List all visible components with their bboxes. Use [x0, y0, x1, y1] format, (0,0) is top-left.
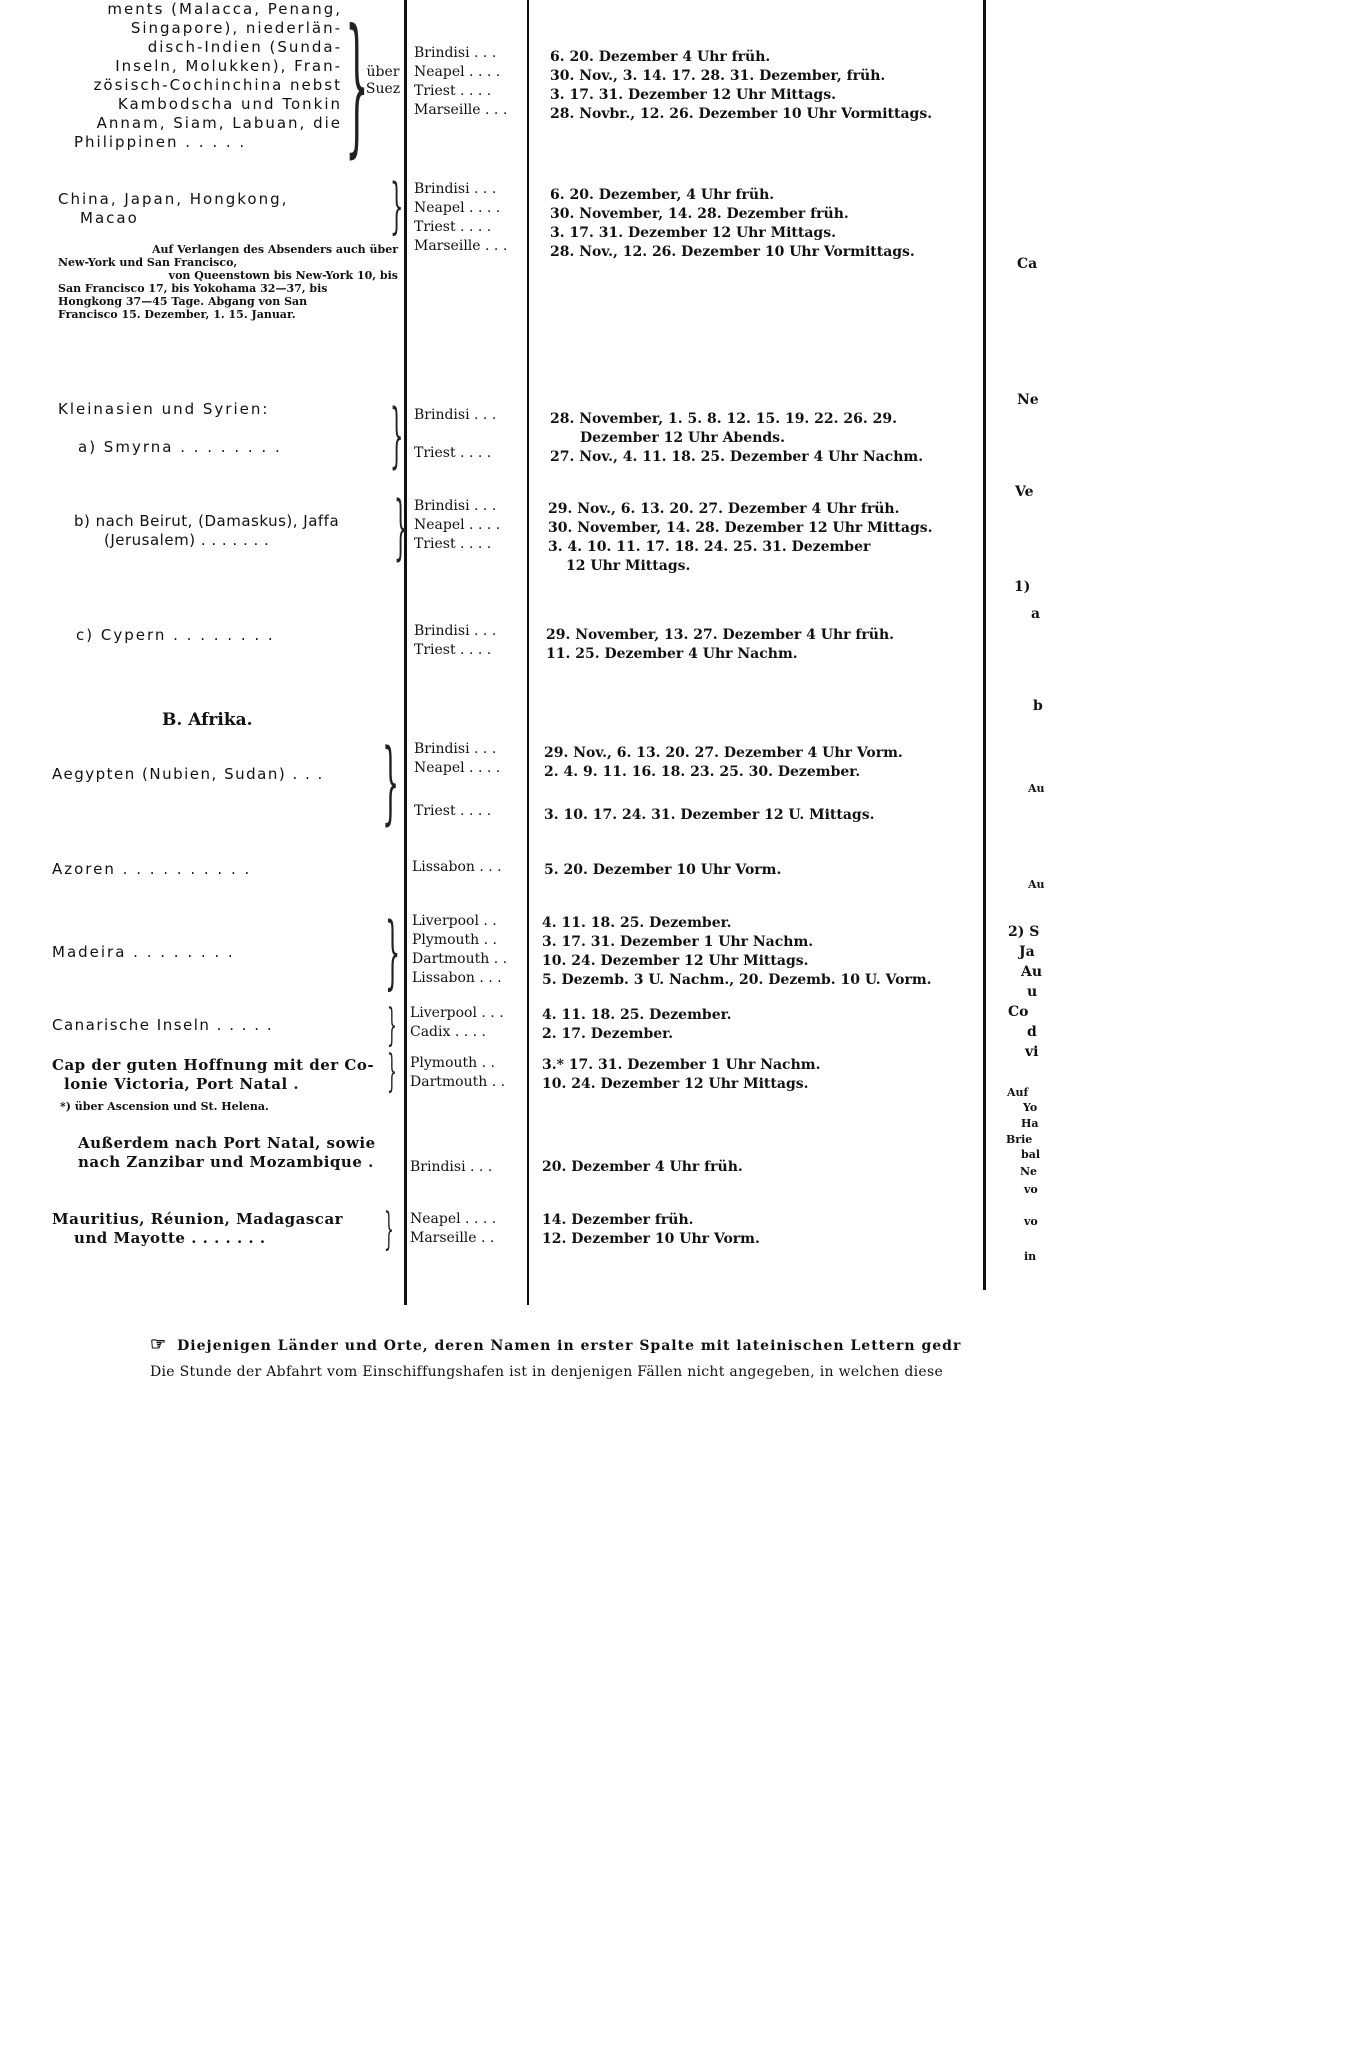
ports-madeira: Liverpool . . Plymouth . . Dartmouth . . Lissabon . . . [412, 913, 508, 986]
edge-text-2: Ve [1015, 484, 1034, 500]
dates-china: 6. 20. Dezember, 4 Uhr früh. 30. November, 14. 28. Dezember früh. 3. 17. 31. Dezember 12 Uhr Mittags. 28. Nov., 12. 26. Dezember 10 Uhr Vormittags. [550, 187, 915, 260]
edge-text-16: Yo [1023, 1101, 1038, 1114]
brace-cape: } [387, 1046, 397, 1097]
edge-text-1: Ne [1017, 392, 1039, 408]
date-azores: 5. 20. Dezember 10 Uhr Vorm. [544, 862, 782, 878]
column-rule-right [983, 0, 986, 1290]
heading-africa: B. Afrika. [162, 710, 253, 730]
dest-cyprus: c) Cypern . . . . . . . . [76, 626, 275, 644]
edge-text-14: vi [1025, 1044, 1039, 1060]
brace-southeast: } [345, 0, 369, 172]
edge-text-23: in [1024, 1250, 1037, 1263]
edge-text-10: Au [1021, 964, 1043, 980]
dest-mauritius: Mauritius, Réunion, Madagascar und Mayotte . . . . . . . [52, 1210, 344, 1247]
dest-southeast-asia: ments (Malacca, Penang, Singapore), niederlän- disch-Indien (Sunda- Inseln, Molukken), Fran- zösisch-Cochinchina nebst Kambodscha und Tonkin Annam, Siam, Labuan, die Philippinen . . . . . [74, 0, 342, 151]
brace-mauritius: } [384, 1204, 394, 1255]
edge-text-11: u [1027, 984, 1038, 1000]
dest-china: China, Japan, Hongkong, Macao [58, 190, 289, 227]
edge-text-9: Ja [1019, 944, 1035, 960]
edge-text-4: a [1031, 606, 1041, 622]
edge-text-8: 2) S [1008, 924, 1040, 940]
dest-beirut: b) nach Beirut, (Damaskus), Jaffa (Jerusalem) . . . . . . . [74, 512, 340, 549]
footer-line-2: Die Stunde der Abfahrt vom Einschiffungshafen ist in denjenigen Fällen nicht angegeben, in welchen diese [150, 1364, 944, 1380]
port-natal: Brindisi . . . [410, 1159, 493, 1175]
edge-text-0: Ca [1017, 256, 1038, 272]
dates-cyprus: 29. November, 13. 27. Dezember 4 Uhr früh. 11. 25. Dezember 4 Uhr Nachm. [546, 627, 895, 662]
edge-text-15: Auf [1007, 1086, 1029, 1099]
pointing-hand-icon: ☞ [150, 1334, 168, 1355]
ports-smyrna: Brindisi . . . Triest . . . . [414, 407, 497, 461]
brace-madeira: } [385, 905, 401, 998]
edge-text-17: Ha [1021, 1117, 1039, 1130]
dates-southeast: 6. 20. Dezember 4 Uhr früh. 30. Nov., 3. 14. 17. 28. 31. Dezember, früh. 3. 17. 31. Dezember 12 Uhr Mittags. 28. Novbr., 12. 26. Dezember 10 Uhr Vormittags. [550, 49, 933, 122]
dates-egypt: 29. Nov., 6. 13. 20. 27. Dezember 4 Uhr Vorm. 2. 4. 9. 11. 16. 18. 23. 25. 30. Dezember. 3. 10. 17. 24. 31. Dezember 12 U. Mittags. [544, 745, 903, 823]
dates-cape: 3.* 17. 31. Dezember 1 Uhr Nachm. 10. 24. Dezember 12 Uhr Mittags. [542, 1057, 821, 1092]
via-suez: über Suez [365, 64, 401, 97]
dest-smyrna: a) Smyrna . . . . . . . . [78, 438, 282, 456]
dates-mauritius: 14. Dezember früh. 12. Dezember 10 Uhr Vorm. [542, 1212, 760, 1247]
port-azores: Lissabon . . . [412, 859, 502, 875]
dates-beirut: 29. Nov., 6. 13. 20. 27. Dezember 4 Uhr früh. 30. November, 14. 28. Dezember 12 Uhr Mittags. 3. 4. 10. 11. 17. 18. 24. 25. 31. Dezember 12 Uhr Mittags. [548, 501, 933, 574]
ports-cape: Plymouth . . Dartmouth . . [410, 1055, 506, 1090]
dest-azores: Azoren . . . . . . . . . . [52, 860, 252, 878]
ports-china: Brindisi . . . Neapel . . . . Triest . . . . Marseille . . . [414, 181, 508, 254]
brace-china: } [390, 171, 404, 241]
ports-mauritius: Neapel . . . . Marseille . . [410, 1211, 497, 1246]
ports-canaries: Liverpool . . . Cadix . . . . [410, 1005, 504, 1040]
edge-text-5: b [1033, 698, 1043, 714]
edge-text-21: vo [1024, 1183, 1038, 1196]
edge-text-3: 1) [1014, 579, 1031, 595]
edge-text-22: vo [1024, 1215, 1038, 1228]
ports-southeast: Brindisi . . . Neapel . . . . Triest . . . . Marseille . . . [414, 45, 508, 118]
edge-text-7: Au [1028, 878, 1045, 891]
edge-text-6: Au [1028, 782, 1045, 795]
brace-egypt: } [382, 730, 400, 835]
dest-cape: Cap der guten Hoffnung mit der Co- lonie Victoria, Port Natal . [52, 1056, 375, 1093]
edge-text-18: Brie [1006, 1133, 1033, 1146]
brace-smyrna: } [390, 394, 404, 476]
edge-text-20: Ne [1020, 1165, 1038, 1178]
ports-beirut: Brindisi . . . Neapel . . . . Triest . . . . [414, 498, 501, 552]
edge-text-12: Co [1008, 1004, 1029, 1020]
note-cape: *) über Ascension und St. Helena. [60, 1100, 269, 1113]
dates-madeira: 4. 11. 18. 25. Dezember. 3. 17. 31. Dezember 1 Uhr Nachm. 10. 24. Dezember 12 Uhr Mittags. 5. Dezemb. 3 U. Nachm., 20. Dezemb. 10 U. Vorm. [542, 915, 932, 988]
column-rule-middle [527, 0, 529, 1305]
edge-text-13: d [1027, 1024, 1037, 1040]
dest-egypt: Aegypten (Nubien, Sudan) . . . [52, 765, 324, 783]
dates-canaries: 4. 11. 18. 25. Dezember. 2. 17. Dezember. [542, 1007, 732, 1042]
title-asia-minor: Kleinasien und Syrien: [58, 400, 270, 418]
dest-canaries: Canarische Inseln . . . . . [52, 1016, 274, 1034]
note-china: Auf Verlangen des Absenders auch über New-York und San Francisco, von Queenstown bis New-York 10, bis San Francisco 17, bis Yokohama 32—37, bis Hongkong 37—45 Tage. Abgang von San Francisco 15. Dezember, 1. 15. Januar. [58, 243, 398, 321]
dest-natal: Außerdem nach Port Natal, sowie nach Zanzibar und Mozambique . [78, 1134, 376, 1171]
footer-line-1: ☞ Diejenigen Länder und Orte, deren Namen in erster Spalte mit lateinischen Lettern gedr [150, 1334, 962, 1355]
ports-egypt: Brindisi . . . Neapel . . . . Triest . . . . [414, 741, 501, 819]
brace-canaries: } [387, 1000, 397, 1051]
date-natal: 20. Dezember 4 Uhr früh. [542, 1159, 743, 1175]
dest-madeira: Madeira . . . . . . . . [52, 943, 235, 961]
brace-beirut: } [394, 486, 408, 568]
edge-text-19: bal [1021, 1148, 1040, 1161]
ports-cyprus: Brindisi . . . Triest . . . . [414, 623, 497, 658]
column-rule-left [404, 0, 407, 1305]
dates-smyrna: 28. November, 1. 5. 8. 12. 15. 19. 22. 26. 29. Dezember 12 Uhr Abends. 27. Nov., 4. 11. 18. 25. Dezember 4 Uhr Nachm. [550, 411, 924, 465]
